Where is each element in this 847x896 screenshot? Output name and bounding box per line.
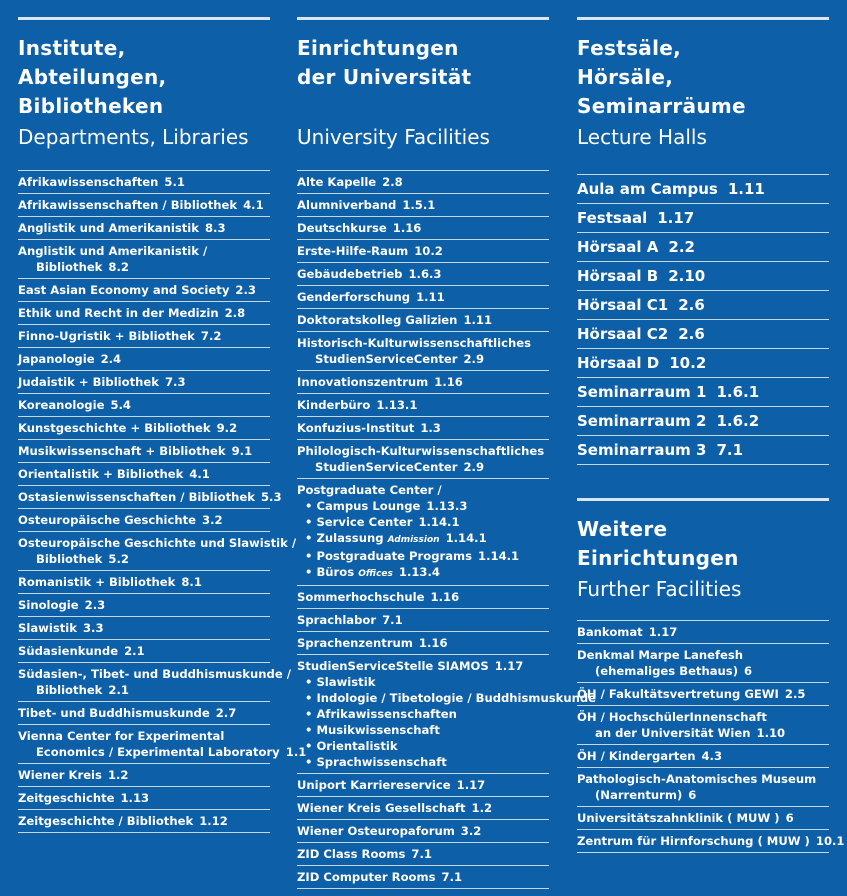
room-number: 1.13.4 xyxy=(398,565,440,579)
item-label: Tibet- und Buddhismuskunde xyxy=(18,706,210,720)
item-label: Seminarraum 2 xyxy=(577,412,707,430)
list-item xyxy=(577,683,829,706)
item-label: Seminarraum 3 xyxy=(577,441,707,459)
item-label: Postgraduate Center / xyxy=(297,483,442,497)
room-number: 1.2 xyxy=(471,801,493,815)
item-label: Genderforschung xyxy=(297,290,411,304)
list-item xyxy=(18,787,270,810)
top-rule xyxy=(577,498,829,501)
room-number: 1.12 xyxy=(199,814,228,828)
list-item xyxy=(577,621,829,644)
heading-german xyxy=(18,34,270,121)
item-label: Orientalistik + Bibliothek xyxy=(18,467,184,481)
item-label: Japanologie xyxy=(18,352,95,366)
item-label: Afrikawissenschaften / Bibliothek xyxy=(18,198,238,212)
item-label: Romanistik + Bibliothek xyxy=(18,575,176,589)
item-label: Koreanologie xyxy=(18,398,105,412)
sub-item: • Slawistik xyxy=(297,674,549,690)
item-label: ÖH / HochschülerInnenschaft xyxy=(577,710,767,724)
item-label: ZID Computer Rooms xyxy=(297,870,436,884)
sub-item: • Musikwissenschaft xyxy=(297,722,549,738)
item-label: Judaistik + Bibliothek xyxy=(18,375,159,389)
list-item xyxy=(18,702,270,725)
room-number: 8.2 xyxy=(108,260,129,274)
list-item-siamos xyxy=(297,655,597,774)
room-number: 6 xyxy=(688,788,697,802)
list-item xyxy=(18,764,270,787)
room-number: 1.2 xyxy=(107,768,129,782)
room-number: 3.2 xyxy=(202,513,223,527)
room-number: 2.8 xyxy=(224,306,246,320)
list-item xyxy=(18,348,270,371)
top-rule xyxy=(297,17,549,20)
item-label: Wiener Osteuropaforum xyxy=(297,824,455,838)
room-number: 1.16 xyxy=(434,375,463,389)
list-item xyxy=(297,309,549,332)
room-number: 1.14.1 xyxy=(418,515,460,529)
room-number: 7.1 xyxy=(441,870,463,884)
list-item xyxy=(18,217,270,240)
heading-line: Bibliotheken xyxy=(18,94,164,118)
item-label: ÖH / Kindergarten xyxy=(577,749,696,763)
item-label: Kinderbüro xyxy=(297,398,371,412)
room-number: 1.16 xyxy=(418,636,448,650)
list-item xyxy=(297,332,549,371)
further-facilities-list xyxy=(577,620,845,853)
item-label: Anglistik und Amerikanistik xyxy=(18,221,199,235)
top-rule xyxy=(577,17,829,20)
item-label: Vienna Center for Experimental xyxy=(18,729,225,743)
item-label: StudienServiceStelle SIAMOS xyxy=(297,659,489,673)
list-item xyxy=(18,509,270,532)
list-item xyxy=(297,440,549,479)
list-item xyxy=(297,286,549,309)
room-number: 1.13 xyxy=(120,791,150,805)
item-label: Aula am Campus xyxy=(577,180,718,198)
list-item xyxy=(577,320,829,349)
item-label: Seminarraum 1 xyxy=(577,383,707,401)
heading-german xyxy=(577,515,829,573)
list-item xyxy=(297,394,549,417)
room-number: 3.3 xyxy=(82,621,104,635)
item-label: Südasienkunde xyxy=(18,644,119,658)
item-label: Universitätszahnklinik ( MUW ) xyxy=(577,811,780,825)
heading-line: Institute, xyxy=(18,36,126,60)
item-label: Bankomat xyxy=(577,625,643,639)
column-lecture-halls xyxy=(577,17,829,465)
list-item xyxy=(577,807,829,830)
list-item xyxy=(297,371,549,394)
sub-item: • Büros Offices 1.13.4 xyxy=(297,564,549,582)
item-label: Sprachlabor xyxy=(297,613,377,627)
room-number: 1.17 xyxy=(456,778,486,792)
heading-line: Abteilungen, xyxy=(18,65,167,89)
item-label-continued: Bibliothek 2.1 xyxy=(36,683,129,697)
column-facilities xyxy=(297,17,597,889)
room-number: 2.9 xyxy=(463,460,485,474)
list-item xyxy=(18,171,270,194)
item-label: Hörsaal C2 xyxy=(577,325,669,343)
list-item xyxy=(577,644,829,683)
item-label: Innovationszentrum xyxy=(297,375,429,389)
list-item xyxy=(577,745,829,768)
list-item xyxy=(18,417,270,440)
heading-english: Lecture Halls xyxy=(577,125,707,149)
sub-item: • Afrikawissenschaften xyxy=(297,706,549,722)
room-number: 1.11 xyxy=(416,290,445,304)
item-label: Osteuropäische Geschichte xyxy=(18,513,197,527)
sub-item: • Indologie / Tibetologie / Buddhismuskunde xyxy=(297,690,549,706)
item-label: Sprachenzentrum xyxy=(297,636,413,650)
room-number: 1.13.1 xyxy=(376,398,418,412)
heading-line: Einrichtungen xyxy=(577,546,739,570)
room-number: 1.5.1 xyxy=(402,198,436,212)
list-item xyxy=(577,204,829,233)
heading-german xyxy=(297,34,549,92)
room-number: 6 xyxy=(785,811,794,825)
list-item xyxy=(577,349,829,378)
list-item xyxy=(18,663,291,702)
list-item xyxy=(18,240,270,279)
room-number: 7.1 xyxy=(716,441,744,459)
item-label-continued: StudienServiceCenter 2.9 xyxy=(315,352,485,366)
room-number: 2.10 xyxy=(668,267,706,285)
list-item xyxy=(297,632,549,655)
list-item-postgraduate xyxy=(297,479,549,586)
list-item xyxy=(18,532,297,571)
item-label: Doktoratskolleg Galizien xyxy=(297,313,458,327)
list-item xyxy=(577,233,829,262)
column-departments xyxy=(18,17,307,833)
room-number: 9.1 xyxy=(231,444,253,458)
list-item xyxy=(297,171,549,194)
list-item xyxy=(297,797,549,820)
heading-german xyxy=(577,34,829,121)
item-label: Wiener Kreis Gesellschaft xyxy=(297,801,466,815)
room-number: 1.13.3 xyxy=(426,499,468,513)
heading-line: Einrichtungen xyxy=(297,36,459,60)
item-label: Gebäudebetrieb xyxy=(297,267,403,281)
room-number: 1.11 xyxy=(727,180,765,198)
list-item xyxy=(297,194,549,217)
room-number: 5.3 xyxy=(260,490,282,504)
list-item xyxy=(297,240,549,263)
departments-list xyxy=(18,170,307,833)
room-number: 10.2 xyxy=(414,244,443,258)
item-label: Afrikawissenschaften xyxy=(18,175,159,189)
room-number: 1.17 xyxy=(494,659,524,673)
room-number: 2.5 xyxy=(784,687,806,701)
heading-line: der Universität xyxy=(297,65,472,89)
list-item xyxy=(297,843,549,866)
item-label: Zeitgeschichte xyxy=(18,791,115,805)
sub-item: • Sprachwissenschaft xyxy=(297,754,549,770)
room-number: 1.17 xyxy=(648,625,678,639)
list-item xyxy=(18,440,270,463)
room-number: 1.16 xyxy=(392,221,422,235)
item-label: Hörsaal D xyxy=(577,354,660,372)
list-item xyxy=(577,291,829,320)
room-number: 2.3 xyxy=(84,598,106,612)
item-label: Konfuzius-Institut xyxy=(297,421,415,435)
item-label: Deutschkurse xyxy=(297,221,387,235)
item-label: Festsaal xyxy=(577,209,648,227)
list-item xyxy=(297,217,549,240)
item-label: Anglistik und Amerikanistik / xyxy=(18,244,208,258)
list-item xyxy=(18,725,307,764)
room-number: 10.2 xyxy=(669,354,707,372)
room-number: 2.2 xyxy=(668,238,695,256)
room-number: 1.14.1 xyxy=(478,549,520,563)
list-item xyxy=(577,378,829,407)
item-label: Alte Kapelle xyxy=(297,175,377,189)
room-number: 5.2 xyxy=(108,552,129,566)
item-label: Ethik und Recht in der Medizin xyxy=(18,306,219,320)
sub-item: • Orientalistik xyxy=(297,738,549,754)
room-number: 4.3 xyxy=(701,749,723,763)
list-item xyxy=(18,325,270,348)
room-number: 1.17 xyxy=(657,209,695,227)
room-number: 3.2 xyxy=(460,824,482,838)
top-rule xyxy=(18,17,270,20)
column-further-facilities xyxy=(577,498,845,853)
room-number: 2.7 xyxy=(215,706,237,720)
item-label-continued: an der Universität Wien 1.10 xyxy=(595,726,786,740)
list-item xyxy=(18,486,282,509)
item-label: ZID Class Rooms xyxy=(297,847,406,861)
list-item xyxy=(297,774,549,797)
list-item xyxy=(577,436,829,465)
room-number: 7.1 xyxy=(382,613,403,627)
item-label: Finno-Ugristik + Bibliothek xyxy=(18,329,195,343)
item-label: Pathologisch-Anatomisches Museum xyxy=(577,772,817,786)
item-label: Erste-Hilfe-Raum xyxy=(297,244,409,258)
sub-item-english: Offices xyxy=(358,569,393,579)
item-label: Slawistik xyxy=(18,621,77,635)
room-number: 10.1 xyxy=(815,834,845,848)
room-number: 2.4 xyxy=(100,352,122,366)
item-label-continued: Bibliothek 5.2 xyxy=(36,552,129,566)
lecture-halls-list xyxy=(577,174,829,465)
heading-line: Hörsäle, xyxy=(577,65,674,89)
room-number: 2.6 xyxy=(678,325,705,343)
item-label: Hörsaal C1 xyxy=(577,296,669,314)
room-number: 1.3 xyxy=(420,421,441,435)
room-number: 2.3 xyxy=(235,283,256,297)
facilities-list xyxy=(297,170,597,889)
list-item xyxy=(577,175,829,204)
item-label: Zentrum für Hirnforschung ( MUW ) xyxy=(577,834,810,848)
list-item xyxy=(297,820,549,843)
item-label: Denkmal Marpe Lanefesh xyxy=(577,648,744,662)
item-label: ÖH / Fakultätsvertretung GEWI xyxy=(577,687,779,701)
room-number: 8.1 xyxy=(181,575,202,589)
list-item xyxy=(18,279,270,302)
list-item xyxy=(18,394,270,417)
list-item xyxy=(577,407,829,436)
list-item xyxy=(18,194,270,217)
room-number: 1.6.3 xyxy=(408,267,442,281)
item-label-continued: StudienServiceCenter 2.9 xyxy=(315,460,485,474)
item-label: Sinologie xyxy=(18,598,79,612)
heading-line: Seminarräume xyxy=(577,94,746,118)
sub-item: • Postgraduate Programs 1.14.1 xyxy=(297,548,549,564)
room-number: 5.4 xyxy=(110,398,131,412)
item-label: Philologisch-Kulturwissenschaftliches xyxy=(297,444,545,458)
list-item xyxy=(297,609,549,632)
list-item xyxy=(18,371,270,394)
list-item xyxy=(577,768,829,807)
sub-item: • Campus Lounge 1.13.3 xyxy=(297,498,549,514)
list-item xyxy=(18,617,270,640)
heading-line: Weitere xyxy=(577,517,668,541)
list-item xyxy=(297,263,549,286)
item-label-continued: (Narrenturm) 6 xyxy=(595,788,697,802)
sub-item: • Service Center 1.14.1 xyxy=(297,514,549,530)
list-item xyxy=(18,810,270,833)
list-item xyxy=(297,586,549,609)
room-number: 2.6 xyxy=(678,296,705,314)
room-number: 2.8 xyxy=(382,175,403,189)
item-label: Kunstgeschichte + Bibliothek xyxy=(18,421,211,435)
item-label: Historisch-Kulturwissenschaftliches xyxy=(297,336,532,350)
room-number: 5.1 xyxy=(164,175,185,189)
room-number: 2.9 xyxy=(463,352,485,366)
room-number: 4.1 xyxy=(189,467,210,481)
room-number: 1.10 xyxy=(756,726,786,740)
room-number: 8.3 xyxy=(204,221,226,235)
list-item xyxy=(577,830,845,853)
item-label: Wiener Kreis xyxy=(18,768,102,782)
room-number: 1.11 xyxy=(463,313,493,327)
list-item xyxy=(18,463,270,486)
item-label: Hörsaal A xyxy=(577,238,659,256)
item-label: Hörsaal B xyxy=(577,267,659,285)
item-label: Uniport Karriereservice xyxy=(297,778,451,792)
list-item xyxy=(18,640,270,663)
room-number: 1.16 xyxy=(430,590,460,604)
sub-item-english: Admission xyxy=(387,535,440,545)
list-item xyxy=(297,417,549,440)
room-number: 1.14.1 xyxy=(445,531,487,545)
room-number: 1.1 xyxy=(285,745,307,759)
item-label-continued: Economics / Experimental Laboratory 1.1 xyxy=(36,745,307,759)
item-label: Alumniverband xyxy=(297,198,397,212)
item-label: Ostasienwissenschaften / Bibliothek xyxy=(18,490,255,504)
sub-item: • Zulassung Admission 1.14.1 xyxy=(297,530,549,548)
list-item xyxy=(577,706,829,745)
room-number: 2.1 xyxy=(124,644,145,658)
list-item xyxy=(18,594,270,617)
room-number: 7.2 xyxy=(200,329,222,343)
room-number: 7.1 xyxy=(411,847,432,861)
list-item xyxy=(577,262,829,291)
room-number: 1.6.1 xyxy=(716,383,760,401)
item-label: Zeitgeschichte / Bibliothek xyxy=(18,814,194,828)
item-label-continued: (ehemaliges Bethaus) 6 xyxy=(595,664,753,678)
item-label: Musikwissenschaft + Bibliothek xyxy=(18,444,226,458)
item-label: Sommerhochschule xyxy=(297,590,425,604)
list-item xyxy=(18,302,270,325)
room-number: 2.1 xyxy=(108,683,129,697)
heading-english: Departments, Libraries xyxy=(18,125,249,149)
room-number: 7.3 xyxy=(164,375,186,389)
heading-english: Further Facilities xyxy=(577,577,742,601)
room-number: 6 xyxy=(744,664,753,678)
list-item xyxy=(18,571,270,594)
item-label: Osteuropäische Geschichte und Slawistik / xyxy=(18,536,297,550)
list-item xyxy=(297,866,549,889)
item-label-continued: Bibliothek 8.2 xyxy=(36,260,129,274)
heading-english: University Facilities xyxy=(297,125,490,149)
item-label: Südasien-, Tibet- und Buddhismuskunde / xyxy=(18,667,291,681)
room-number: 1.6.2 xyxy=(716,412,760,430)
item-label: East Asian Economy and Society xyxy=(18,283,230,297)
heading-line: Festsäle, xyxy=(577,36,681,60)
room-number: 9.2 xyxy=(216,421,238,435)
room-number: 4.1 xyxy=(243,198,264,212)
